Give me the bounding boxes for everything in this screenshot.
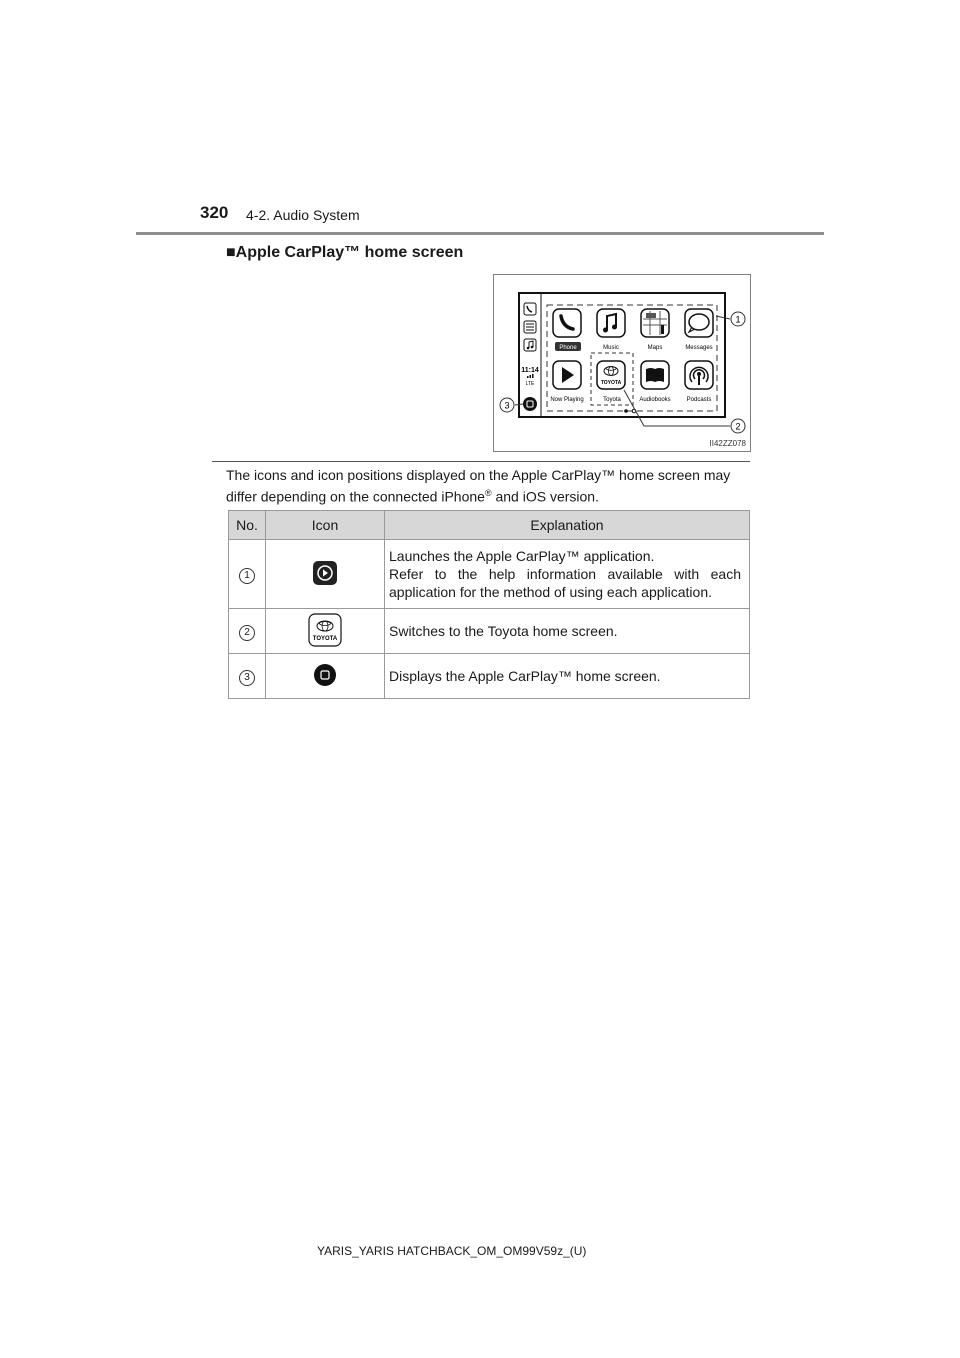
figure-code: II42ZZ078 (709, 439, 746, 448)
carplay-home-button-icon (313, 663, 337, 687)
row-number: 1 (239, 568, 255, 584)
svg-text:Phone: Phone (559, 345, 577, 351)
svg-text:TOYOTA: TOYOTA (600, 380, 622, 386)
table-row: 2 TOYOTA Switches to the Toyota home screen. (229, 609, 750, 654)
icon-table (228, 510, 750, 699)
footer: YARIS_YARIS HATCHBACK_OM_OM99V59z_(U) (317, 1244, 587, 1258)
section-title: 4-2. Audio System (246, 207, 360, 223)
svg-text:3: 3 (504, 400, 510, 411)
svg-text:Toyota: Toyota (603, 397, 621, 403)
app-audiobooks (639, 361, 670, 403)
toyota-home-icon (308, 613, 342, 647)
app-messages (685, 309, 713, 351)
page-number: 320 (200, 203, 229, 222)
note-text: The icons and icon positions displayed on the Apple CarPlay™ home screen may differ depending on the connected iPhone® and iOS version. (226, 467, 731, 505)
app-now-playing (550, 361, 583, 403)
svg-text:Now Playing: Now Playing (550, 397, 584, 403)
carplay-figure (493, 274, 751, 452)
table-row: 3 Displays the Apple CarPlay™ home screen. (229, 654, 750, 699)
row-number: 2 (239, 625, 255, 641)
svg-text:TOYOTA: TOYOTA (312, 635, 338, 642)
header-no: No. (229, 511, 266, 540)
svg-text:Music: Music (603, 345, 619, 351)
status-network: LTE (525, 381, 535, 387)
carplay-screen-illustration (494, 275, 750, 451)
svg-text:Audiobooks: Audiobooks (639, 397, 671, 403)
heading: ■Apple CarPlay™ home screen (226, 244, 464, 261)
svg-text:1: 1 (735, 314, 741, 325)
header-explanation: Explanation (385, 511, 750, 540)
svg-text:Podcasts: Podcasts (686, 397, 712, 403)
header-divider (136, 232, 824, 235)
app-podcasts (685, 361, 713, 403)
home-button-icon (523, 397, 537, 411)
carplay-app-icon (312, 560, 338, 586)
svg-text:Maps: Maps (647, 345, 663, 351)
row-number: 3 (239, 670, 255, 686)
header-icon: Icon (266, 511, 385, 540)
app-phone (553, 309, 581, 351)
table-row: 1 Launches the Apple CarPlay™ application. Refer to the help information available with each application for the method of using each application. (229, 540, 750, 609)
svg-text:Messages: Messages (685, 345, 713, 351)
svg-text:2: 2 (735, 421, 741, 432)
note-divider (212, 461, 750, 462)
status-time: 11:14 (521, 367, 539, 374)
